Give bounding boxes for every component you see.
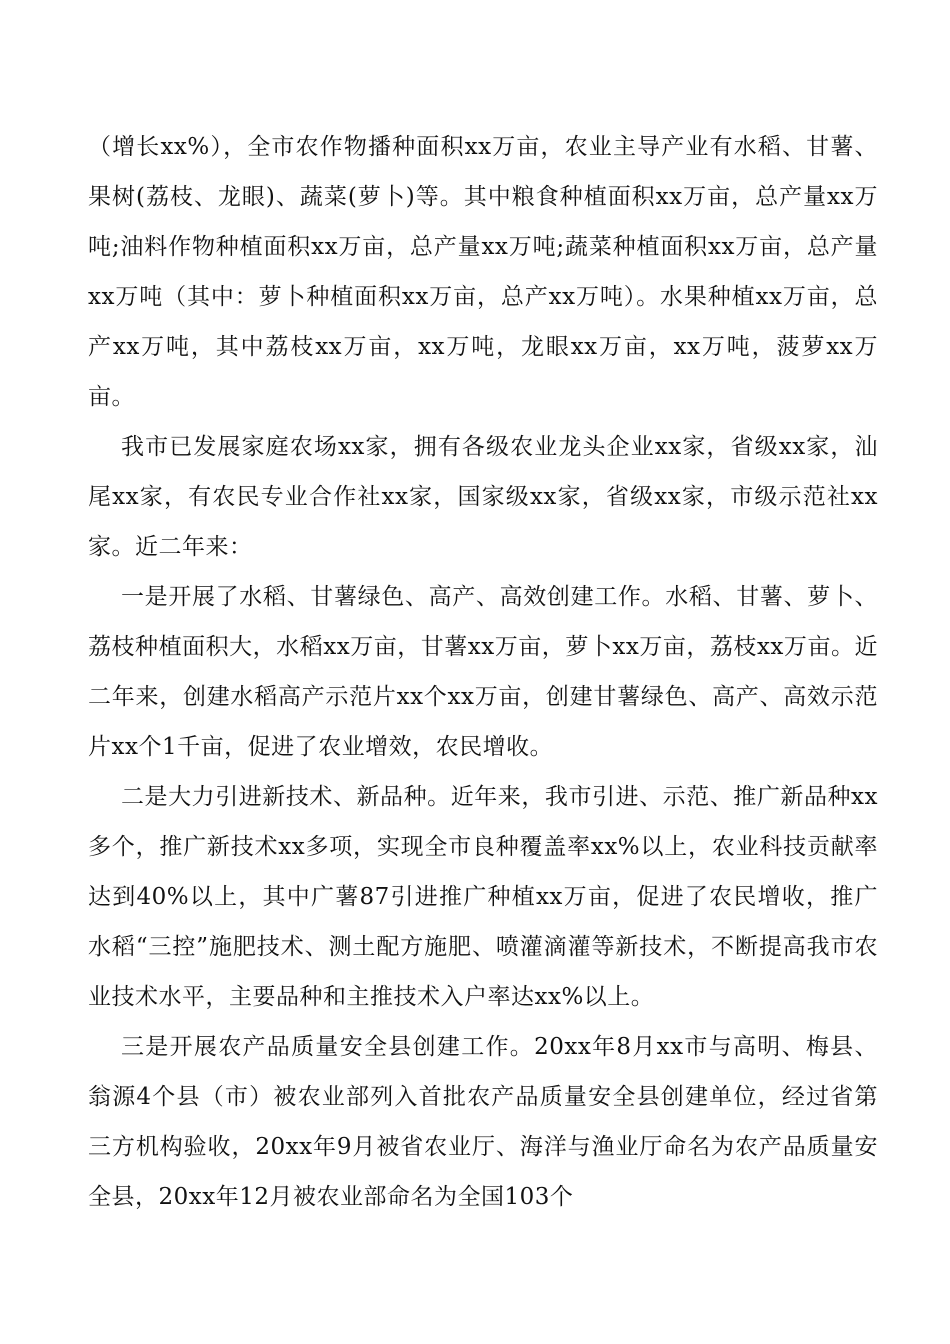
paragraph-item-three: 三是开展农产品质量安全县创建工作。20xx年8月xx市与高明、梅县、翁源4个县（市）被农业部列入首批农产品质量安全县创建单位，经过省第三方机构验收，20xx年9月被省农业厅、海洋与渔业厅命名为农产品质量安全县，20xx年12月被农业部命名为全国103个 [88,1034,878,1210]
paragraph-item-two: 二是大力引进新技术、新品种。近年来，我市引进、示范、推广新品种xx多个，推广新技术xx多项，实现全市良种覆盖率xx%以上，农业科技贡献率达到40%以上，其中广薯87引进推广种植xx万亩，促进了农民增收，推广水稻“三控”施肥技术、测土配方施肥、喷灌滴灌等新技术，不断提高我市农业技术水平，主要品种和主推技术入户率达xx%以上。 [88,784,878,1010]
paragraph-item-one: 一是开展了水稻、甘薯绿色、高产、高效创建工作。水稻、甘薯、萝卜、荔枝种植面积大，水稻xx万亩，甘薯xx万亩，萝卜xx万亩，荔枝xx万亩。近二年来，创建水稻高产示范片xx个xx万亩，创建甘薯绿色、高产、高效示范片xx个1千亩，促进了农业增效，农民增收。 [88,584,878,760]
paragraph-continuation: （增长xx%），全市农作物播种面积xx万亩，农业主导产业有水稻、甘薯、果树(荔枝、龙眼)、蔬菜(萝卜)等。其中粮食种植面积xx万亩，总产量xx万吨;油料作物种植面积xx万亩，总产量xx万吨;蔬菜种植面积xx万亩，总产量xx万吨（其中：萝卜种植面积xx万亩，总产xx万吨）。水果种植xx万亩，总产xx万吨，其中荔枝xx万亩，xx万吨，龙眼xx万亩，xx万吨，菠萝xx万亩。 [88,134,878,410]
document-body [88,122,878,1222]
paragraph-enterprises: 我市已发展家庭农场xx家，拥有各级农业龙头企业xx家，省级xx家，汕尾xx家，有农民专业合作社xx家，国家级xx家，省级xx家，市级示范社xx家。近二年来： [88,434,878,560]
